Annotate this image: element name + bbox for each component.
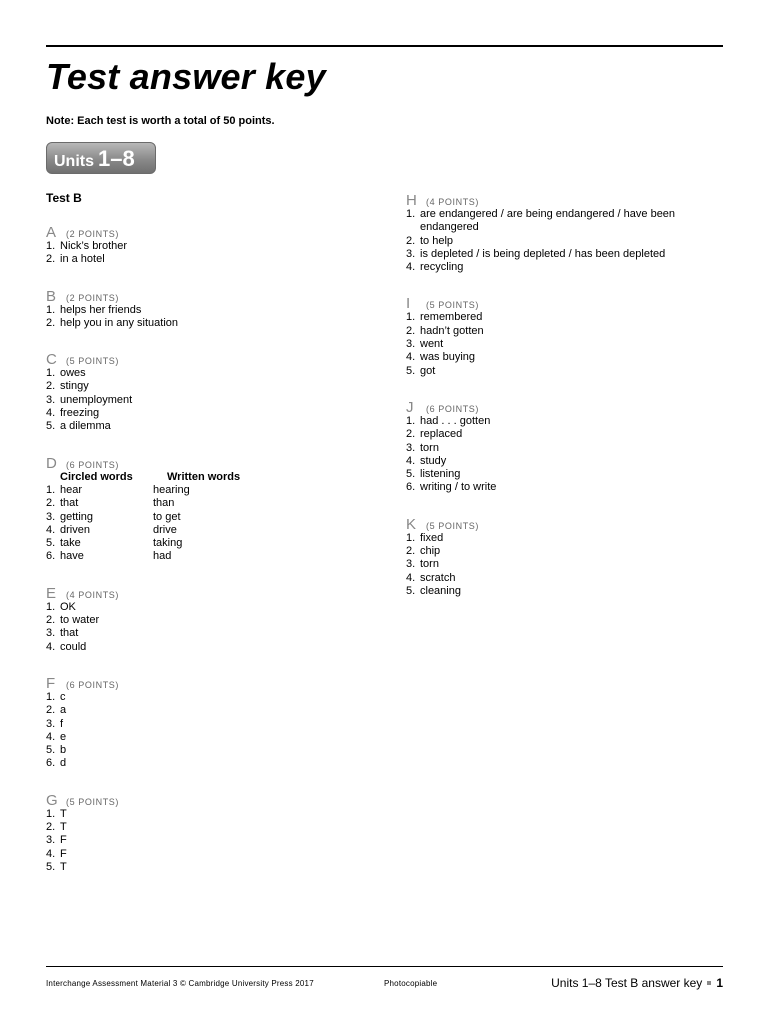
section-d <box>46 455 366 564</box>
answer-text: had . . . gotten <box>420 414 491 427</box>
item-number: 4. <box>406 351 416 364</box>
answer-cell <box>46 511 153 524</box>
answer-table-row <box>46 511 366 524</box>
item-number: 4. <box>46 847 56 860</box>
answer-list <box>46 601 366 654</box>
answer-text: Nick’s brother <box>60 240 128 252</box>
section-header <box>406 295 726 311</box>
answer-item <box>46 627 366 640</box>
answer-text: F <box>60 847 67 860</box>
answer-list <box>46 304 366 331</box>
answer-item <box>406 481 726 494</box>
answer-item <box>406 311 726 324</box>
answer-text: to water <box>60 614 100 627</box>
item-number: 2. <box>406 234 416 247</box>
item-number: 1. <box>46 303 56 316</box>
item-number: 1. <box>406 414 416 427</box>
item-number: 3. <box>46 627 56 640</box>
answer-cell <box>46 537 153 550</box>
answer-cell <box>46 524 153 537</box>
answer-text: in a hotel <box>60 253 105 266</box>
circled-word: that <box>60 497 79 510</box>
footer-bullet-icon <box>707 981 711 985</box>
section-a <box>46 224 366 267</box>
answer-text: scratch <box>420 571 456 584</box>
footer-photocopiable: Photocopiable <box>384 979 438 988</box>
item-number: 5. <box>406 364 416 377</box>
answer-item <box>46 834 366 847</box>
answer-text: stingy <box>60 380 89 393</box>
answer-text: study <box>420 454 447 467</box>
answer-text: torn <box>420 441 439 454</box>
answer-item <box>406 428 726 441</box>
answer-text: writing / to write <box>420 481 497 494</box>
item-number: 3. <box>46 834 56 847</box>
item-number: 5. <box>46 860 56 873</box>
item-number: 4. <box>46 407 56 420</box>
answer-text: to help <box>420 234 454 247</box>
circled-word: hear <box>60 483 83 496</box>
answer-item <box>46 367 366 380</box>
item-number: 1. <box>46 600 56 613</box>
section-j <box>406 399 726 495</box>
item-number: 1. <box>406 208 416 220</box>
answer-text: help you in any situation <box>60 316 179 329</box>
answer-item <box>46 821 366 834</box>
section-header <box>46 455 366 471</box>
answer-list <box>46 367 366 433</box>
answer-item <box>406 442 726 455</box>
answer-item <box>406 585 726 598</box>
item-number: 1. <box>46 367 56 380</box>
item-number: 6. <box>406 481 416 494</box>
section-e <box>46 585 366 654</box>
answer-text: a dilemma <box>60 420 111 433</box>
item-number: 2. <box>46 704 56 717</box>
section-points-h: (4 POINTS) <box>426 197 480 207</box>
item-number: 1. <box>46 240 56 252</box>
column-header-written: Written words <box>167 470 241 483</box>
right-column <box>406 192 726 619</box>
written-word: to get <box>153 510 181 523</box>
answer-text: b <box>60 744 67 757</box>
answer-item <box>46 718 366 731</box>
answer-item <box>46 731 366 744</box>
item-number: 1. <box>46 690 56 703</box>
item-number: 6. <box>46 550 56 563</box>
answer-text: torn <box>420 558 439 571</box>
answer-text: could <box>60 640 87 653</box>
section-header <box>406 192 726 208</box>
answer-text: went <box>420 338 444 351</box>
item-number: 1. <box>406 311 416 324</box>
answer-text: unemployment <box>60 393 133 406</box>
answer-table-row <box>46 550 366 563</box>
answer-item <box>406 208 726 235</box>
answer-text: T <box>60 860 67 873</box>
answer-text: chip <box>420 545 441 558</box>
answer-text: F <box>60 834 67 847</box>
section-i <box>406 295 726 377</box>
section-points-e: (4 POINTS) <box>66 589 120 600</box>
answer-item <box>46 317 366 330</box>
answer-list <box>406 415 726 495</box>
item-number: 3. <box>46 717 56 730</box>
item-number: 1. <box>406 531 416 544</box>
answer-item <box>406 261 726 274</box>
section-points-b: (2 POINTS) <box>66 292 120 303</box>
section-letter-j: J <box>406 398 414 416</box>
answer-text: d <box>60 757 67 770</box>
answer-item <box>46 380 366 393</box>
top-rule <box>46 45 723 47</box>
written-word: than <box>153 497 175 510</box>
answer-text: listening <box>420 468 461 481</box>
item-number: 5. <box>46 744 56 757</box>
answer-item <box>406 351 726 364</box>
section-header <box>46 675 366 691</box>
answer-item <box>406 572 726 585</box>
section-letter-c: C <box>46 351 57 369</box>
item-number: 6. <box>46 757 56 770</box>
answer-item <box>46 757 366 770</box>
answer-table-row <box>46 497 366 510</box>
section-letter-b: B <box>46 287 57 305</box>
section-points-c: (5 POINTS) <box>66 356 120 367</box>
page-number: 1 <box>716 976 723 990</box>
item-number: 3. <box>406 441 416 454</box>
item-number: 3. <box>406 558 416 571</box>
circled-word: take <box>60 537 81 550</box>
answer-text: hadn’t gotten <box>420 324 484 337</box>
answer-text: replaced <box>420 428 463 441</box>
answer-list <box>406 208 726 274</box>
item-number: 4. <box>46 730 56 743</box>
section-header <box>406 399 726 415</box>
section-points-a: (2 POINTS) <box>66 229 120 239</box>
answer-text: remembered <box>420 311 483 324</box>
section-f <box>46 675 366 771</box>
answer-item <box>406 338 726 351</box>
section-points-g: (5 POINTS) <box>66 796 120 807</box>
answer-text: that <box>60 627 79 640</box>
section-letter-g: G <box>46 791 58 809</box>
answer-text: freezing <box>60 407 100 420</box>
section-header <box>46 792 366 808</box>
answer-item <box>406 455 726 468</box>
units-badge <box>46 142 156 174</box>
answer-cell <box>46 484 153 497</box>
section-header <box>46 351 366 367</box>
footer-publisher: Interchange Assessment Material 3 © Cambridge University Press 2017 <box>46 979 314 988</box>
answer-text: c <box>60 690 66 703</box>
item-number: 4. <box>406 261 416 274</box>
item-number: 3. <box>406 247 416 260</box>
answer-item <box>46 407 366 420</box>
section-letter-f: F <box>46 674 56 692</box>
answer-text: cleaning <box>420 584 461 597</box>
answer-item <box>406 235 726 248</box>
answer-item <box>46 704 366 717</box>
section-header <box>406 516 726 532</box>
answer-text: was buying <box>420 351 476 364</box>
answer-item <box>46 848 366 861</box>
section-points-i: (5 POINTS) <box>426 300 480 311</box>
item-number: 2. <box>46 614 56 627</box>
section-header <box>46 224 366 240</box>
item-number: 3. <box>46 510 56 523</box>
section-letter-d: D <box>46 454 57 472</box>
answer-cell <box>46 550 153 563</box>
answer-item <box>406 468 726 481</box>
answer-list <box>406 311 726 377</box>
answer-text: is depleted / is being depleted / has been depleted <box>420 247 666 260</box>
item-number: 5. <box>406 584 416 597</box>
section-k <box>406 516 726 598</box>
section-letter-e: E <box>46 584 57 602</box>
section-letter-a: A <box>46 224 57 241</box>
item-number: 5. <box>46 420 56 433</box>
written-word: had <box>153 550 172 563</box>
written-word: drive <box>153 523 177 536</box>
answer-item <box>406 365 726 378</box>
section-points-f: (6 POINTS) <box>66 679 120 690</box>
item-number: 2. <box>46 821 56 834</box>
answer-text: T <box>60 821 67 834</box>
answer-text: got <box>420 364 436 377</box>
item-number: 4. <box>46 640 56 653</box>
answer-list <box>46 240 366 267</box>
answer-text: fixed <box>420 531 444 544</box>
circled-word: driven <box>60 523 90 536</box>
section-header <box>46 288 366 304</box>
answer-item <box>46 861 366 874</box>
answer-item <box>406 325 726 338</box>
answer-item <box>46 394 366 407</box>
answer-list <box>46 691 366 771</box>
answer-text: recycling <box>420 261 464 274</box>
answer-item <box>46 744 366 757</box>
section-points-k: (5 POINTS) <box>426 520 480 531</box>
item-number: 1. <box>46 807 56 820</box>
footer-running-title <box>551 976 723 990</box>
answer-item <box>46 253 366 266</box>
answer-item <box>46 614 366 627</box>
item-number: 4. <box>406 454 416 467</box>
section-g <box>46 792 366 874</box>
answer-item <box>406 532 726 545</box>
section-points-d: (6 POINTS) <box>66 459 120 470</box>
answer-cell <box>46 497 153 510</box>
written-word: hearing <box>153 483 190 496</box>
answer-item <box>406 558 726 571</box>
section-header <box>46 585 366 601</box>
answer-item <box>46 304 366 317</box>
section-points-j: (6 POINTS) <box>426 403 480 414</box>
answer-table-row <box>46 484 366 497</box>
answer-text: T <box>60 807 67 820</box>
column-header-circled: Circled words <box>60 470 133 483</box>
answer-item <box>46 691 366 704</box>
answer-table-row <box>46 537 366 550</box>
item-number: 4. <box>406 571 416 584</box>
item-number: 2. <box>46 380 56 393</box>
answer-text: OK <box>60 600 76 613</box>
section-letter-h: H <box>406 192 417 209</box>
left-column <box>46 224 366 895</box>
item-number: 2. <box>46 497 56 510</box>
answer-table-row <box>46 524 366 537</box>
item-number: 2. <box>406 545 416 558</box>
item-number: 2. <box>46 316 56 329</box>
section-b <box>46 288 366 331</box>
item-number: 2. <box>406 324 416 337</box>
answer-list <box>46 808 366 874</box>
answer-item <box>46 601 366 614</box>
answer-item <box>406 545 726 558</box>
item-number: 5. <box>46 537 56 550</box>
answer-text: e <box>60 730 67 743</box>
section-letter-k: K <box>406 515 417 533</box>
page-title: Test answer key <box>46 56 326 97</box>
item-number: 5. <box>406 468 416 481</box>
circled-word: have <box>60 550 84 563</box>
footer-running-title-text: Units 1–8 Test B answer key <box>551 976 703 990</box>
answer-item <box>46 808 366 821</box>
section-letter-i: I <box>406 295 411 313</box>
item-number: 3. <box>406 338 416 351</box>
answer-list <box>406 532 726 598</box>
item-number: 2. <box>46 253 56 266</box>
answer-item <box>46 240 366 253</box>
units-badge-word: Units <box>54 153 94 170</box>
item-number: 1. <box>46 483 56 496</box>
answer-table-header <box>46 471 366 484</box>
answer-text: f <box>60 717 64 730</box>
item-number: 2. <box>406 428 416 441</box>
answer-text: helps her friends <box>60 303 142 316</box>
footer <box>46 976 723 992</box>
answer-text: are endangered / are being endangered / have been endangered <box>420 208 676 234</box>
test-label: Test B <box>46 191 82 205</box>
answer-text: owes <box>60 367 86 380</box>
points-note: Note: Each test is worth a total of 50 points. <box>46 115 275 127</box>
item-number: 3. <box>46 393 56 406</box>
units-badge-range: 1–8 <box>98 146 135 171</box>
answer-text: a <box>60 704 67 717</box>
footer-rule <box>46 966 723 967</box>
circled-word: getting <box>60 510 94 523</box>
section-h <box>406 192 726 274</box>
answer-item <box>406 415 726 428</box>
answer-item <box>46 641 366 654</box>
item-number: 4. <box>46 523 56 536</box>
answer-item <box>46 420 366 433</box>
section-c <box>46 351 366 433</box>
written-word: taking <box>153 537 183 550</box>
answer-item <box>406 248 726 261</box>
